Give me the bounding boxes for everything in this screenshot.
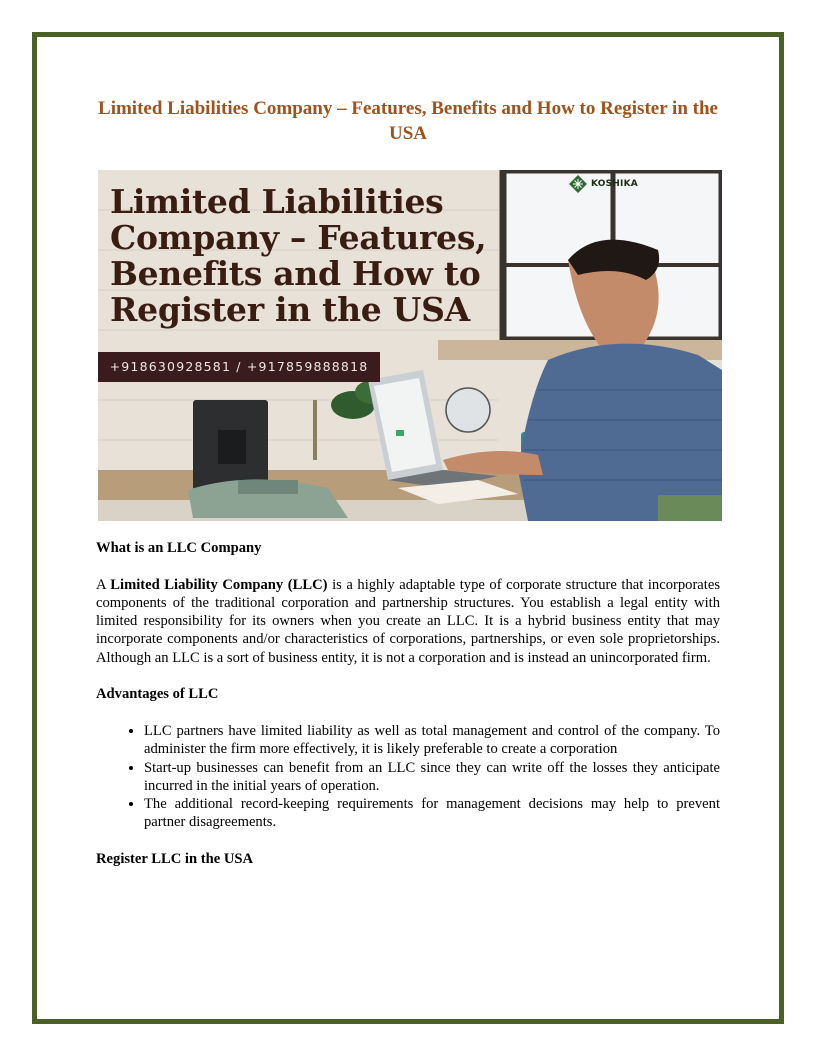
hero-banner [98, 170, 722, 521]
advantages-list [96, 722, 720, 832]
logo-text: KOSHIKA [591, 179, 638, 189]
list-item: • LLC partners have limited liability as well as total management and control of the company. To administer the firm more effectively, it is likely preferable to create a corporation [144, 722, 720, 759]
koshika-logo-icon [568, 174, 588, 194]
phone-numbers: +918630928581 / +917859888818 [98, 352, 380, 382]
hero-heading: Limited Liabilities Company – Features, Benefits and How to Register in the USA [110, 182, 487, 329]
heading-register-llc: Register LLC in the USA [96, 851, 254, 868]
heading-what-is-llc: What is an LLC Company [96, 540, 262, 556]
lead-text: A [96, 576, 111, 593]
article-body [96, 539, 720, 868]
list-item: • Start-up businesses can benefit from an LLC since they can write off the losses they anticipate incurred in the initial years of operation. [144, 759, 720, 796]
koshika-logo [568, 174, 638, 194]
llc-term: Limited Liability Company (LLC) [110, 576, 328, 593]
list-item: • The additional record-keeping requirements for management decisions may help to prevent partner disagreements. [144, 795, 720, 832]
heading-advantages: Advantages of LLC [96, 686, 219, 703]
paragraph-what-is-llc [96, 576, 720, 667]
document-title: Limited Liabilities Company – Features, Benefits and How to Register in the USA [98, 98, 718, 144]
definition-text: is a highly adaptable type of corporate structure that incorporates components of the traditional corporation and partnership structures. You establish a legal entity with limited responsibility for its owners when you create an LLC. It is a hybrid business entity that may incorporate components and/or characteristics of corporations, partnerships, or even sole proprietorships. Although an LLC is a sort of business entity, it is not a corporation and is instead an unincorporated firm. [96, 576, 720, 666]
